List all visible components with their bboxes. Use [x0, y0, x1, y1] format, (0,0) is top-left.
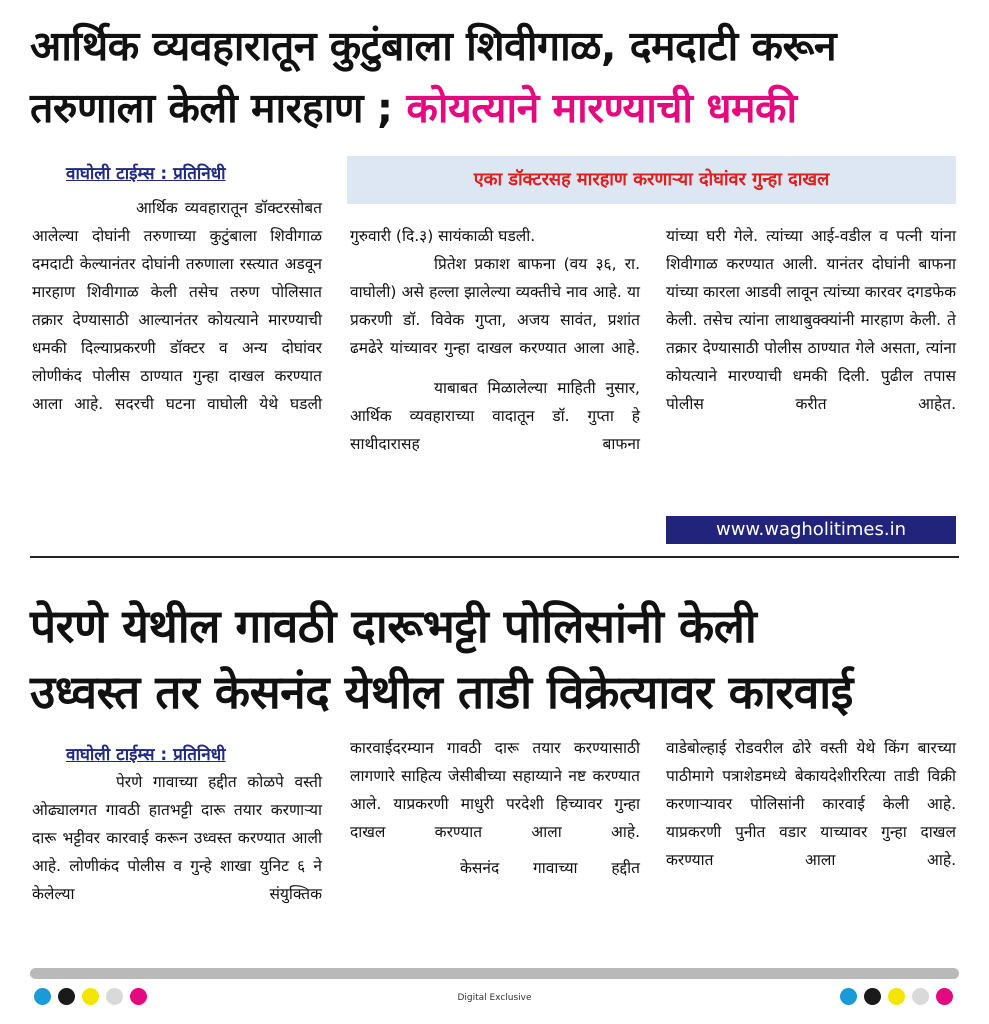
article2-col3-text: वाडेबोल्हाई रोडवरील ढोरे वस्ती येथे किंग बारच्या पाठीमागे पत्राशेडमध्ये बेकायदेशीररित्या ताडी विक्री करणाऱ्यावर पोलिसांनी कारवाई केली आहे. याप्रकरणी पुनीत वडार याच्यावर गुन्हा दाखल करण्यात आला आहे.: [666, 739, 956, 869]
article1-subheadline: एका डॉक्टरसह मारहाण करणाऱ्या दोघांवर गुन्हा दाखल: [347, 156, 956, 204]
color-dot: [936, 988, 953, 1005]
article1-col2-p2: प्रितेश प्रकाश बाफना (वय ३६, रा. वाघोली) असे हल्ला झालेल्या व्यक्तीचे नाव आहे. या प्रकरणी डॉ. विवेक गुप्ता, अजय सावंत, प्रशांत ढमढेरे यांच्यावर गुन्हा दाखल करण्यात आला आहे.: [350, 255, 640, 357]
color-dot: [840, 988, 857, 1005]
article2-col2-p1: कारवाईदरम्यान गावठी दारू तयार करण्यासाठी लागणारे साहित्य जेसीबीच्या सहाय्याने नष्ट करण्यात आले. याप्रकरणी माधुरी परदेशी हिच्यावर गुन्हा दाखल करण्यात आला आहे.: [350, 739, 640, 841]
article2-headline-line2: उध्वस्त तर केसनंद येथील ताडी विक्रेत्यावर कारवाई: [30, 665, 853, 719]
article1-headline-line1: आर्थिक व्यवहारातून कुटुंबाला शिवीगाळ, दमदाटी करून: [30, 22, 837, 70]
article1-col2-p1: गुरुवारी (दि.३) सायंकाळी घडली.: [350, 227, 536, 245]
footer-bar: [30, 968, 959, 979]
article2-headline-line1: पेरणे येथील गावठी दारूभट्टी पोलिसांनी केली: [30, 599, 757, 653]
color-dot: [888, 988, 905, 1005]
color-dot: [864, 988, 881, 1005]
article2-col1-text: पेरणे गावाच्या हद्दीत कोळपे वस्ती ओढ्यालगत गावठी हातभट्टी दारू तयार करणाऱ्या दारू भट्टीवर कारवाई करून उध्वस्त करण्यात आली आहे. लोणीकंद पोलीस व गुन्हे शाखा युनिट ६ ने केलेल्या संयुक्तिक: [32, 773, 322, 903]
section-divider: [30, 556, 959, 558]
article1-col2-p3: याबाबत मिळालेल्या माहिती नुसार, आर्थिक व्यवहाराच्या वादातून डॉ. गुप्ता हे साथीदारासह बाफना: [350, 379, 640, 453]
article2-column-1: [32, 768, 322, 908]
color-dot: [912, 988, 929, 1005]
footer-label: Digital Exclusive: [457, 993, 532, 1003]
website-link[interactable]: www.wagholitimes.in: [666, 516, 956, 544]
article1-headline-line2: [30, 84, 959, 132]
article1-headline-black: तरुणाला केली मारहाण ;: [30, 84, 407, 132]
article2-byline: वाघोली टाईम्स : प्रतिनिधी: [66, 745, 226, 765]
article1-col1-text: आर्थिक व्यवहारातून डॉक्टरसोबत आलेल्या दोघांनी तरुणाच्या कुटुंबाला शिवीगाळ दमदाटी केल्यानंतर दोघांनी तरुणाला रस्त्यात अडवून मारहाण शिवीगाळ केली तसेच तरुण पोलिसात तक्रार देण्यासाठी आल्यानंतर कोयत्याने मारण्याची धमकी दिल्याप्रकरणी डॉक्टर व अन्य दोघांवर लोणीकंद पोलीस ठाण्यात गुन्हा दाखल करण्यात आला आहे. सदरची घटना वाघोली येथे घडली: [32, 199, 322, 413]
article1-column-3: [666, 222, 956, 418]
article2-column-3: [666, 734, 956, 874]
article1-col3-text: यांच्या घरी गेले. त्यांच्या आई-वडील व पत्नी यांना शिवीगाळ करण्यात आली. यानंतर दोघांनी बाफना यांच्या कारला आडवी लावून त्यांच्या कारवर दगडफेक केली. तसेच त्यांना लाथाबुक्क्यांनी मारहाण केली. ते तक्रार देण्यासाठी पोलीस ठाण्यात गेले असता, त्यांना कोयत्याने मारण्याची धमकी दिली. पुढील तपास पोलीस करीत आहेत.: [666, 227, 956, 413]
article2-column-2: [350, 734, 640, 882]
article1-column-1: [32, 194, 322, 418]
article2-col2-p2: केसनंद गावाच्या हद्दीत: [460, 859, 640, 877]
article1-headline-pink: कोयत्याने मारण्याची धमकी: [406, 84, 797, 132]
article1-column-2: [350, 222, 640, 458]
registration-marks-right: [840, 988, 953, 1005]
article1-byline: वाघोली टाईम्स : प्रतिनिधी: [66, 164, 226, 184]
